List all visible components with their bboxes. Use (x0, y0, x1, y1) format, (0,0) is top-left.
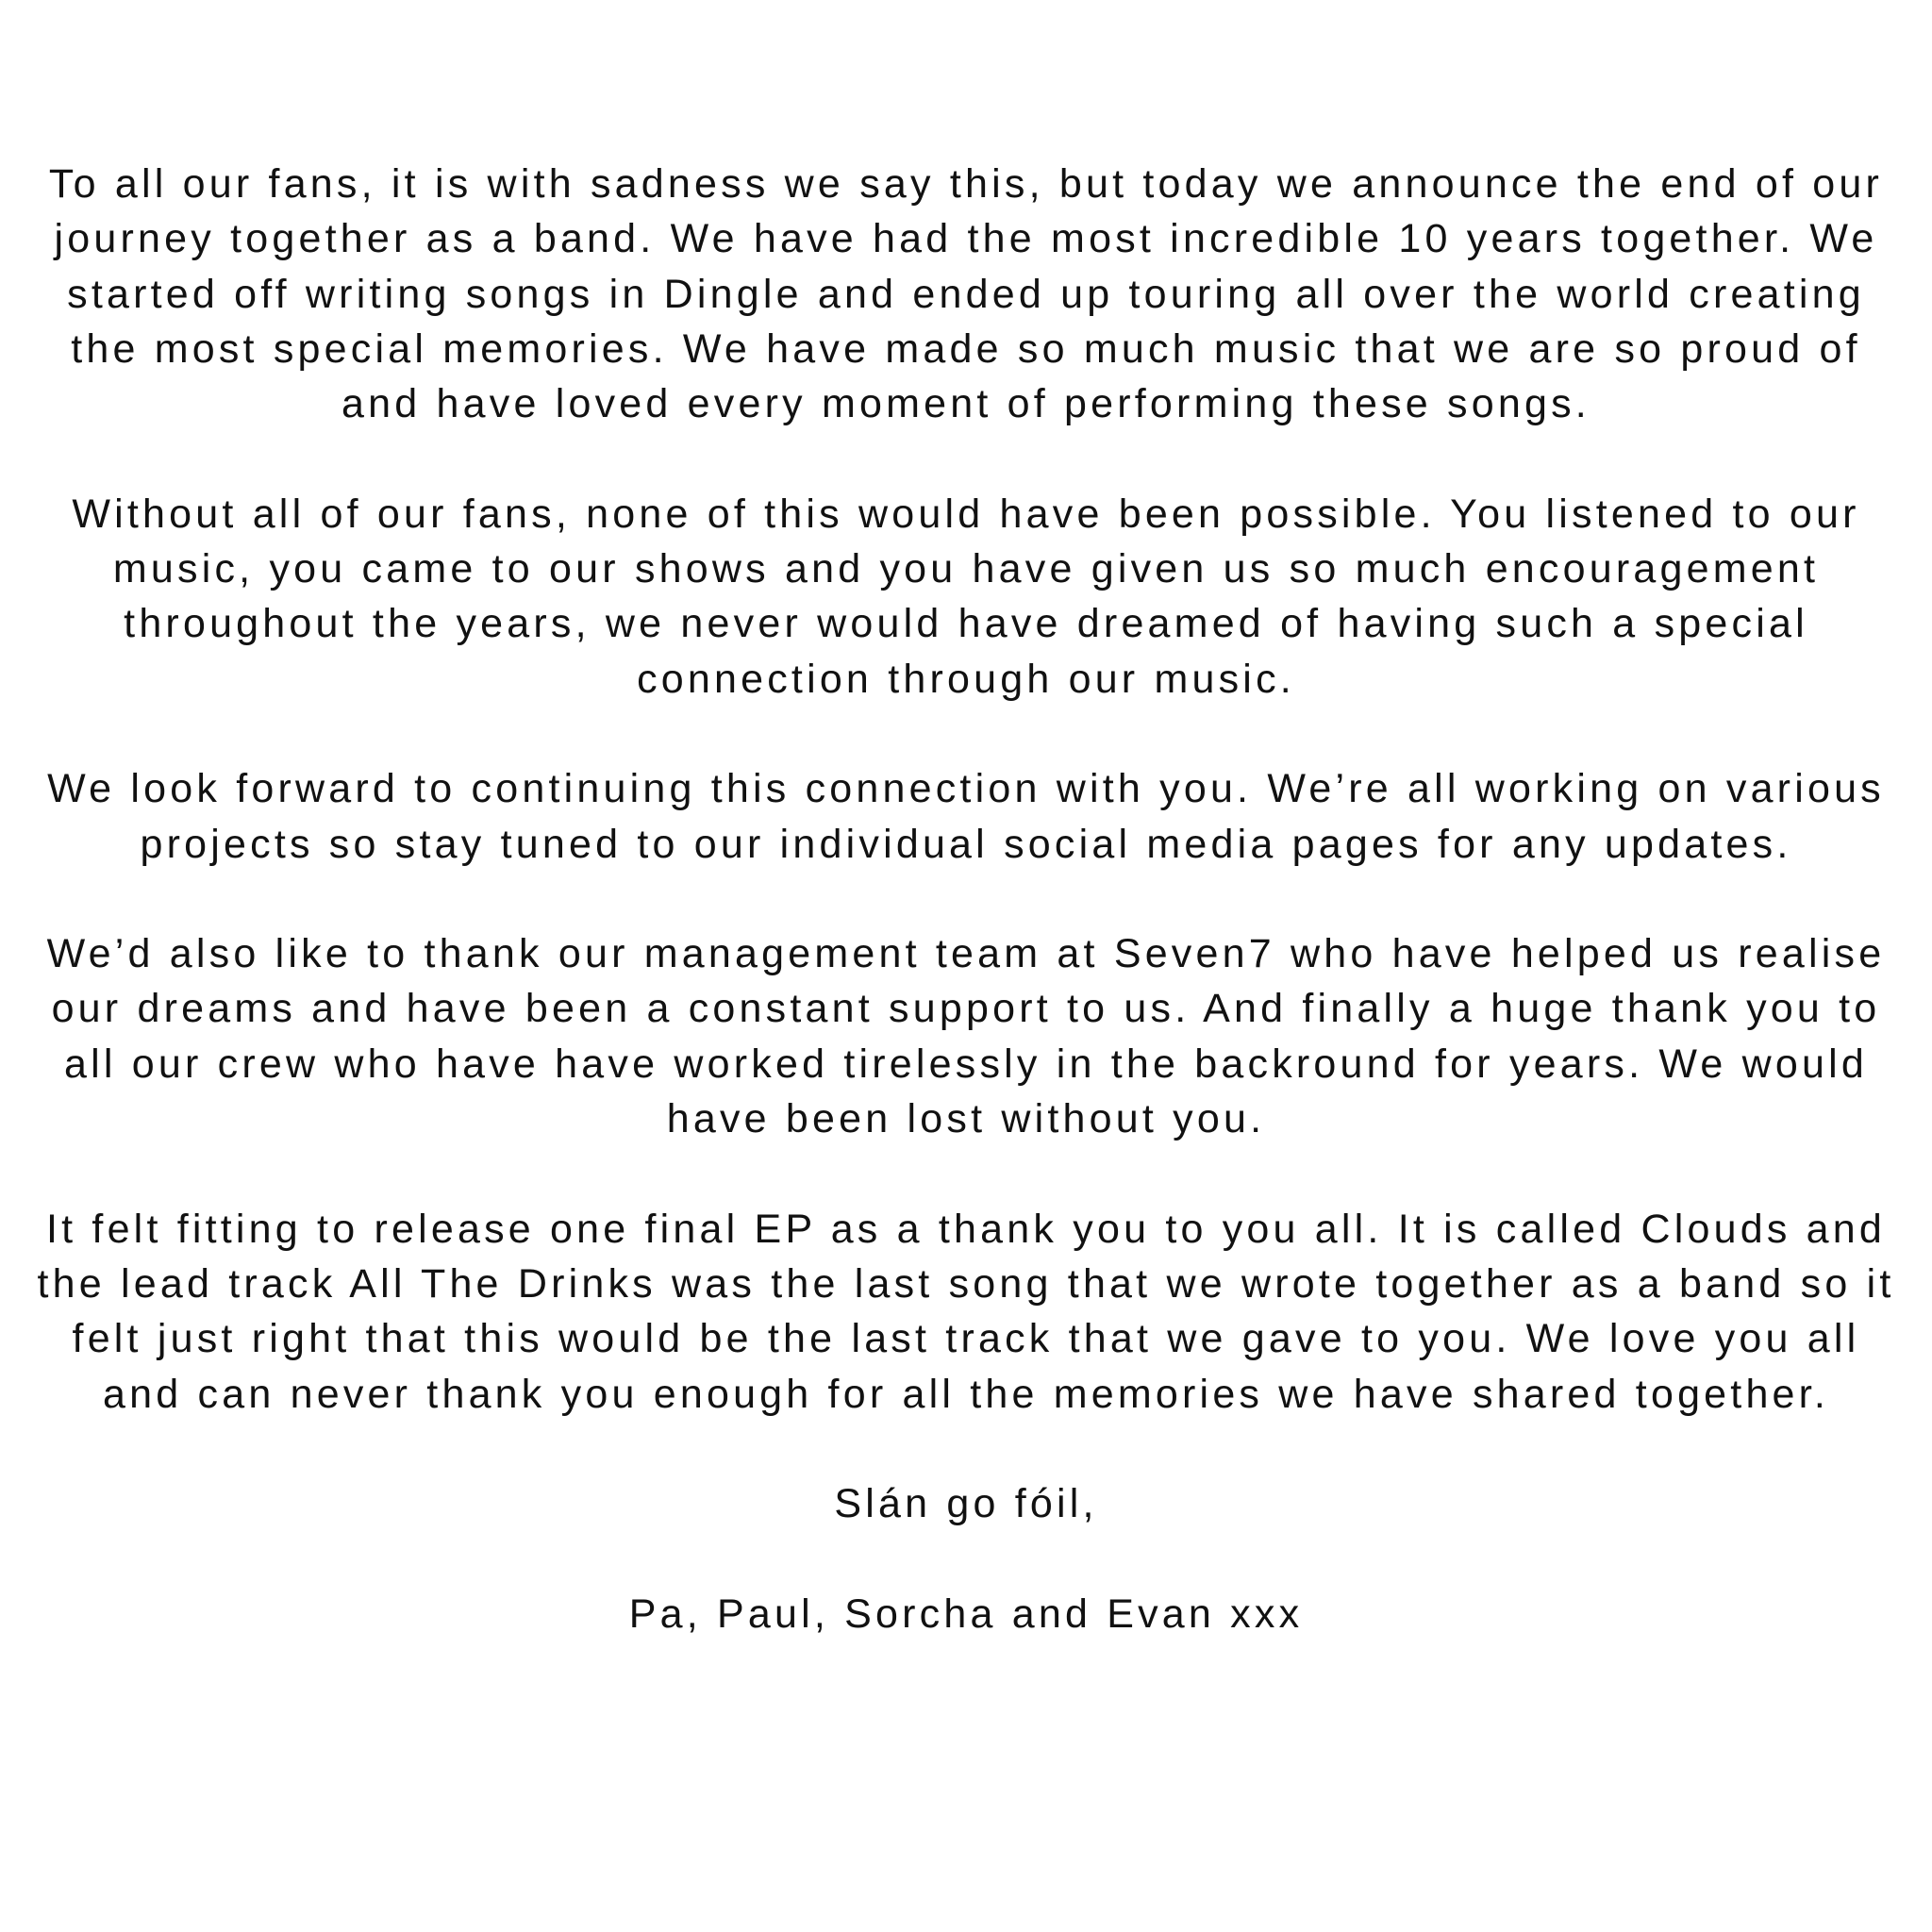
paragraph-future-projects: We look forward to continuing this connection with you. We’re all working on various projects so stay tuned to our individual social media pages for any updates. (47, 766, 1885, 867)
signoff: Slán go fóil, (834, 1481, 1098, 1527)
signature: Pa, Paul, Sorcha and Evan xxx (628, 1591, 1304, 1637)
paragraph-final-ep: It felt fitting to release one final EP as a thank you to you all. It is called Clouds and the lead track All The Drinks was the last song that we wrote together as a band so it felt just right that this would be the last track that we gave to you. We love you all and can never thank you enough for all the memories we have shared together. (37, 1206, 1895, 1417)
paragraph-farewell: To all our fans, it is with sadness we say this, but today we announce the end of our journey together as a band. We have had the most incredible 10 years together. We started off writing songs in Dingle and ended up touring all over the world creating the most special memories. We have made so much music that we are so proud of and have loved every moment of performing these songs. (48, 161, 1884, 427)
paragraph-thanks-fans: Without all of our fans, none of this would have been possible. You listened to our music, you came to our shows and you have given us so much encouragement throughout the years, we never would have dreamed of having such a special connection through our music. (72, 491, 1860, 702)
announcement-letter (0, 157, 1932, 1641)
paragraph-thanks-team: We’d also like to thank our management team at Seven7 who have helped us realise our dreams and have been a constant support to us. And finally a huge thank you to all our crew who have have worked tirelessly in the backround for years. We would have been lost without you. (46, 931, 1886, 1142)
